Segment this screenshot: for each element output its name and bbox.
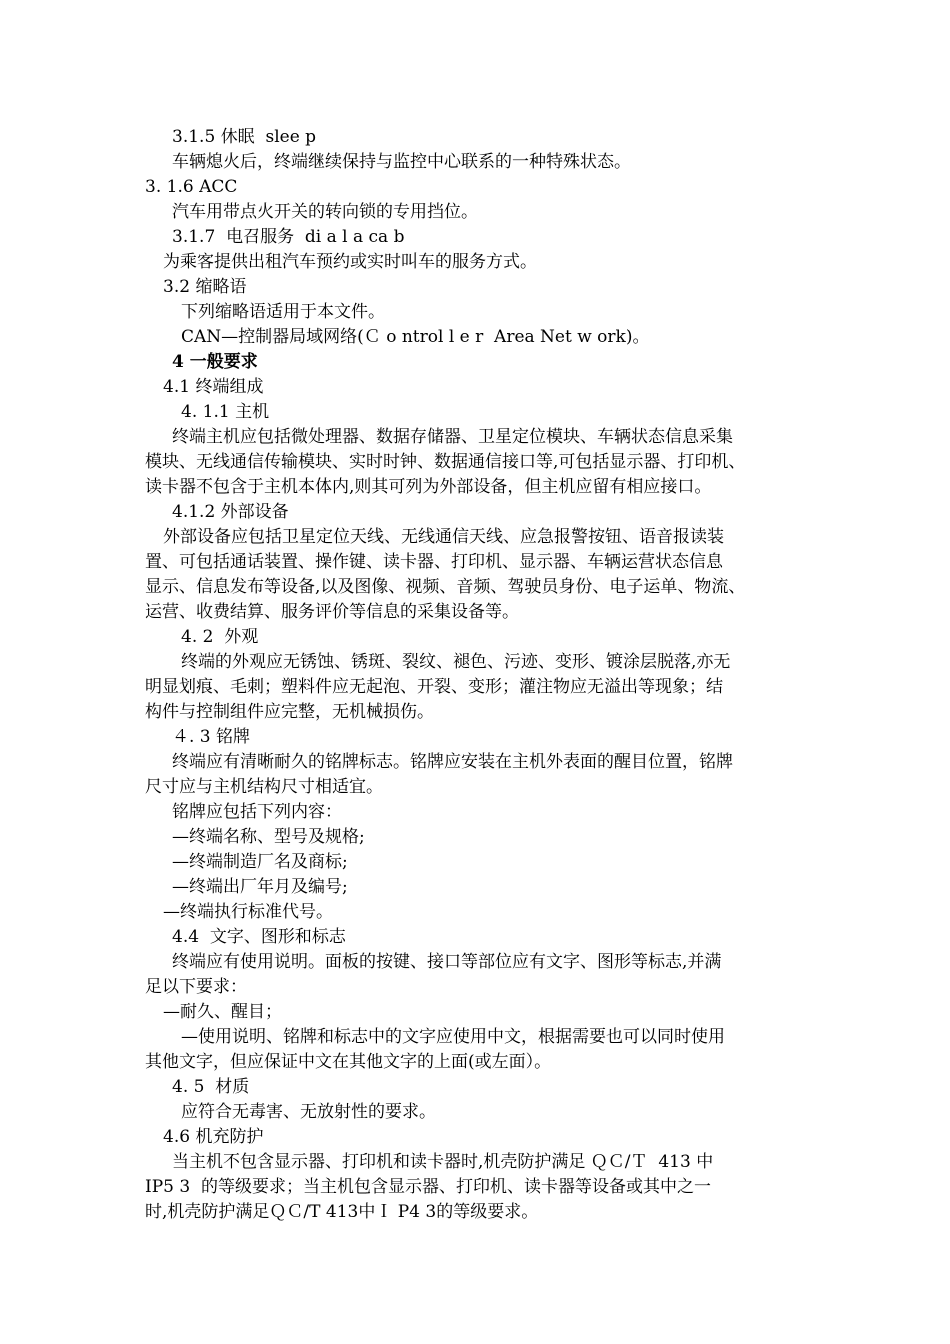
paragraph-line: 汽车用带点火开关的转向锁的专用挡位。 bbox=[172, 202, 478, 222]
paragraph-line: 外部设备应包括卫星定位天线、无线通信天线、应急报警按钮、语音报读装 bbox=[163, 527, 724, 547]
heading-4-2: 4. 2 外观 bbox=[181, 627, 259, 647]
paragraph-line: 终端的外观应无锈蚀、锈斑、裂纹、褪色、污迹、变形、镀涂层脱落,亦无 bbox=[181, 652, 731, 672]
heading-4-1: 4.1 终端组成 bbox=[163, 377, 264, 397]
paragraph-line: 下列缩略语适用于本文件。 bbox=[181, 302, 385, 322]
paragraph-line: 终端应有使用说明。面板的按键、接口等部位应有文字、图形等标志,并满 bbox=[172, 952, 722, 972]
paragraph-line: 显示、信息发布等设备,以及图像、视频、音频、驾驶员身份、电子运单、物流、 bbox=[145, 577, 746, 597]
heading-4-6: 4.6 机充防护 bbox=[163, 1127, 264, 1147]
list-item: —终端出厂年月及编号; bbox=[172, 877, 348, 897]
paragraph-line: 尺寸应与主机结构尺寸相适宜。 bbox=[145, 777, 383, 797]
paragraph-line: 置、可包括通话装置、操作键、读卡器、打印机、显示器、车辆运营状态信息 bbox=[145, 552, 723, 572]
paragraph-line: 终端主机应包括微处理器、数据存储器、卫星定位模块、车辆状态信息采集 bbox=[172, 427, 733, 447]
list-item: —终端执行标准代号。 bbox=[163, 902, 333, 922]
paragraph-line: IP5 3 的等级要求；当主机包含显示器、打印机、读卡器等设备或其中之一 bbox=[145, 1177, 711, 1197]
paragraph-line: 为乘客提供出租汽车预约或实时叫车的服务方式。 bbox=[163, 252, 537, 272]
heading-3-1-7: 3.1.7 电召服务 di a l a ca b bbox=[172, 227, 405, 247]
paragraph-line: CAN—控制器局域网络(Ｃ o ntrol l e r Area Net w ork)。 bbox=[181, 327, 650, 347]
paragraph-line: 构件与控制组件应完整，无机械损伤。 bbox=[145, 702, 434, 722]
heading-4: 4 一般要求 bbox=[172, 352, 258, 372]
paragraph-line: 应符合无毒害、无放射性的要求。 bbox=[181, 1102, 436, 1122]
heading-4-1-2: 4.1.2 外部设备 bbox=[172, 502, 289, 522]
paragraph-line: 车辆熄火后，终端继续保持与监控中心联系的一种特殊状态。 bbox=[172, 152, 631, 172]
heading-3-2: 3.2 缩略语 bbox=[163, 277, 247, 297]
heading-3-1-5: 3.1.5 休眠 slee p bbox=[172, 127, 317, 147]
paragraph-line: 终端应有清晰耐久的铭牌标志。铭牌应安装在主机外表面的醒目位置，铭牌 bbox=[172, 752, 733, 772]
paragraph-line: 运营、收费结算、服务评价等信息的采集设备等。 bbox=[145, 602, 519, 622]
heading-4-1-1: 4. 1.1 主机 bbox=[181, 402, 270, 422]
paragraph-line: 足以下要求： bbox=[145, 977, 247, 997]
paragraph-line: 读卡器不包含于主机本体内,则其可列为外部设备，但主机应留有相应接口。 bbox=[145, 477, 712, 497]
paragraph-line: 当主机不包含显示器、打印机和读卡器时,机壳防护满足 ＱＣ/Ｔ 413 中 bbox=[172, 1152, 714, 1172]
paragraph-line: 其他文字，但应保证中文在其他文字的上面(或左面）。 bbox=[145, 1052, 552, 1072]
list-item: —终端制造厂名及商标; bbox=[172, 852, 348, 872]
heading-4-4: 4.4 文字、图形和标志 bbox=[172, 927, 346, 947]
heading-4-3: ４. 3 铭牌 bbox=[172, 727, 251, 747]
paragraph-line: 模块、无线通信传输模块、实时时钟、数据通信接口等,可包括显示器、打印机、 bbox=[145, 452, 746, 472]
paragraph-line: 铭牌应包括下列内容： bbox=[172, 802, 342, 822]
paragraph-line: 时,机壳防护满足ＱＣ/T 413中Ｉ P4 3的等级要求。 bbox=[145, 1202, 539, 1222]
list-item: —终端名称、型号及规格; bbox=[172, 827, 365, 847]
paragraph-line: 明显划痕、毛刺；塑料件应无起泡、开裂、变形；灌注物应无溢出等现象；结 bbox=[145, 677, 723, 697]
list-item: —耐久、醒目； bbox=[163, 1002, 282, 1022]
list-item: —使用说明、铭牌和标志中的文字应使用中文，根据需要也可以同时使用 bbox=[181, 1027, 725, 1047]
heading-3-1-6: 3. 1.6 ACC bbox=[145, 177, 238, 197]
heading-4-5: 4. 5 材质 bbox=[172, 1077, 250, 1097]
